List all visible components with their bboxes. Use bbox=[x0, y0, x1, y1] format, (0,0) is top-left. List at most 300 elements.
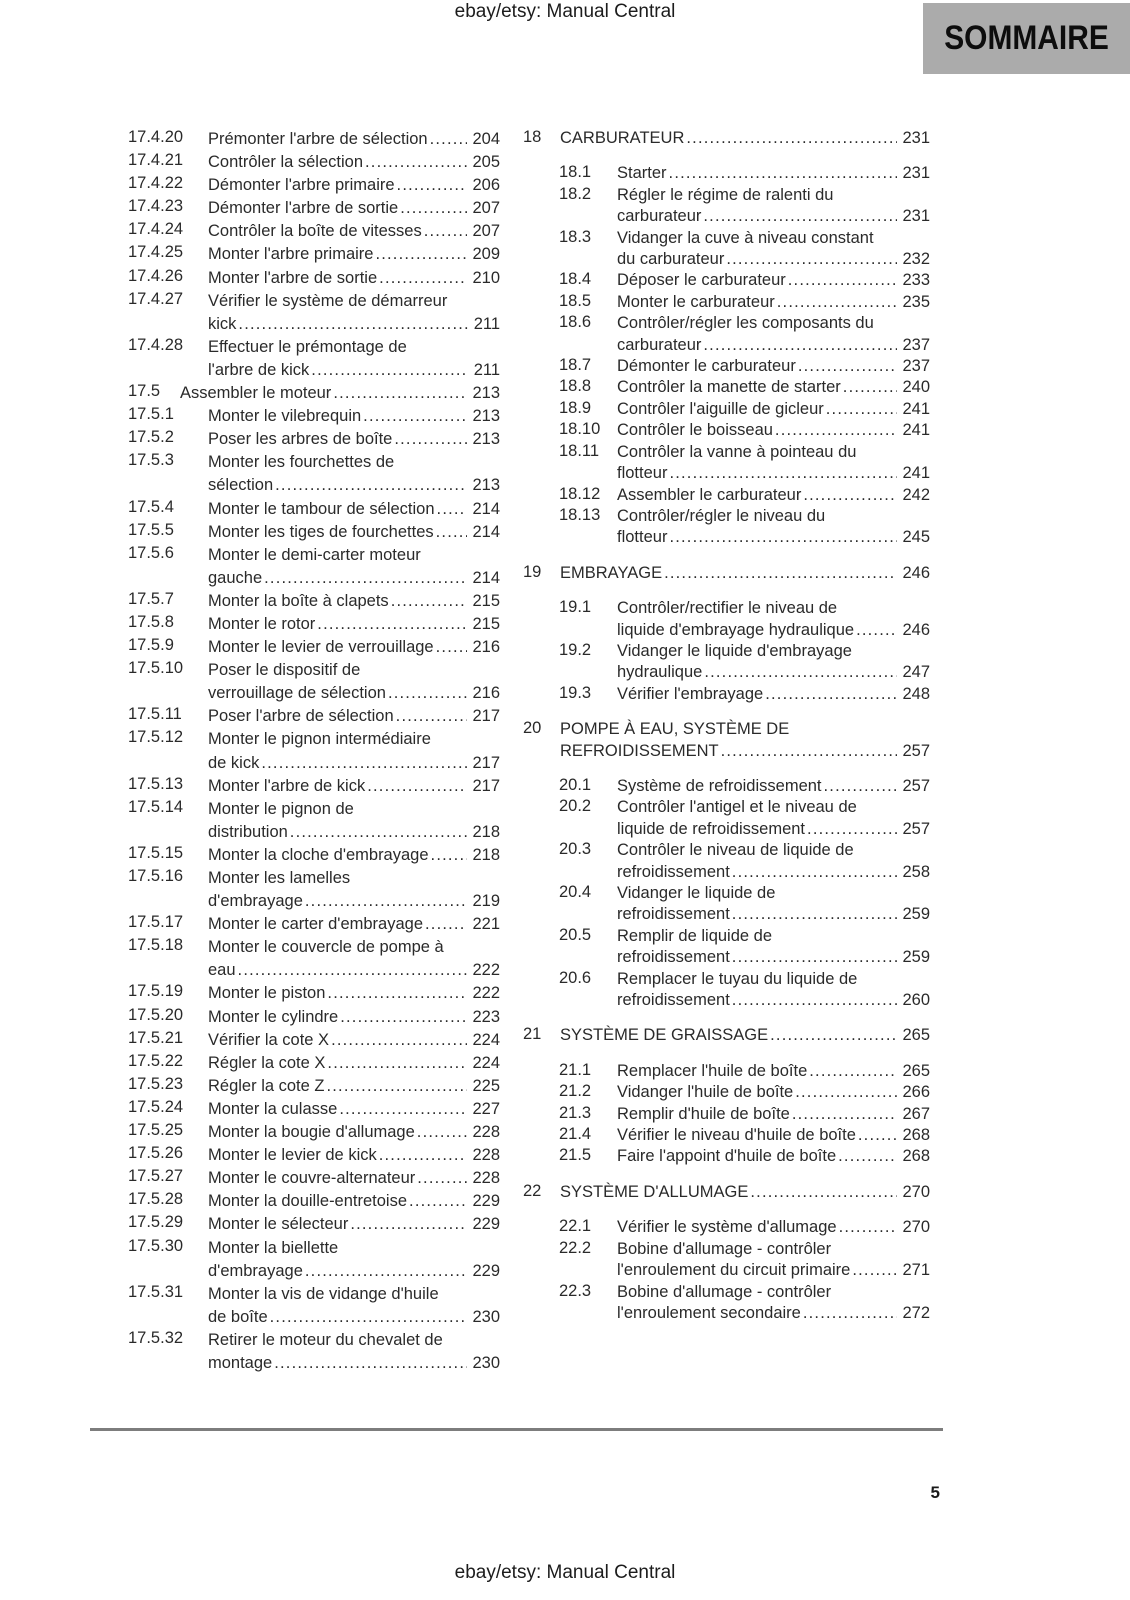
toc-page-number: 229 bbox=[472, 1192, 500, 1211]
toc-entry-number: 17.5.8 bbox=[128, 612, 174, 631]
toc-entry bbox=[128, 428, 500, 451]
toc-leader-dots bbox=[430, 128, 468, 151]
toc-entry-number: 17.5.28 bbox=[128, 1190, 184, 1209]
page-title: SOMMAIRE bbox=[944, 19, 1109, 57]
toc-page-number: 260 bbox=[902, 991, 930, 1010]
toc-leader-dots bbox=[824, 776, 898, 797]
toc-leader-dots bbox=[261, 752, 467, 775]
toc-page-number: 268 bbox=[902, 1126, 930, 1145]
toc-page-number: 229 bbox=[472, 1261, 500, 1280]
toc-entry-title: Monter les lamelles bbox=[208, 869, 351, 887]
toc-entry-number: 20.3 bbox=[559, 840, 592, 859]
toc-entry-number: 17.4.26 bbox=[128, 266, 184, 285]
toc-leader-dots bbox=[686, 128, 897, 149]
toc-entry-number: 17.5.30 bbox=[128, 1236, 184, 1255]
toc-entry bbox=[128, 405, 500, 428]
toc-leader-dots bbox=[331, 1029, 467, 1052]
toc-entry bbox=[128, 613, 500, 636]
toc-entry-title: Monter le levier de verrouillage bbox=[208, 638, 434, 657]
toc-page-number: 222 bbox=[472, 961, 500, 980]
toc-entry-title: Assembler le moteur bbox=[180, 384, 332, 403]
toc-entry-title: liquide de refroidissement bbox=[617, 819, 806, 838]
toc-entry-title: Monter l'arbre primaire bbox=[208, 245, 374, 264]
toc-entry-title: Monter la bougie d'allumage bbox=[208, 1123, 415, 1142]
toc-leader-dots bbox=[379, 1144, 468, 1167]
toc-entry bbox=[523, 128, 930, 149]
toc-entry-title: Déposer le carburateur bbox=[617, 271, 786, 290]
toc-entry-number: 17.4.22 bbox=[128, 174, 184, 193]
toc-leader-dots bbox=[327, 982, 467, 1005]
toc-entry bbox=[523, 776, 930, 797]
toc-leader-dots bbox=[669, 163, 898, 184]
toc-entry bbox=[523, 1061, 930, 1082]
toc-entry bbox=[523, 1104, 930, 1125]
toc-entry bbox=[128, 1121, 500, 1144]
toc-entry bbox=[523, 1146, 930, 1167]
toc-page-number: 257 bbox=[902, 776, 930, 795]
toc-entry bbox=[128, 451, 500, 497]
toc-entry-title: kick bbox=[208, 314, 237, 333]
toc-entry-title: Monter le pignon de bbox=[208, 799, 354, 818]
toc-entry bbox=[128, 913, 500, 936]
toc-entry bbox=[128, 1329, 500, 1375]
toc-entry-title: Monter le pignon intermédiaire bbox=[208, 730, 431, 749]
toc-entry-title: du carburateur bbox=[617, 250, 725, 269]
toc-entry-number: 18.4 bbox=[559, 270, 592, 289]
toc-entry-title: Remplacer le tuyau du liquide de bbox=[617, 969, 858, 988]
toc-entry bbox=[128, 336, 500, 382]
toc-entry-title: hydraulique bbox=[617, 663, 703, 682]
toc-page-number: 259 bbox=[902, 948, 930, 967]
toc-entry bbox=[523, 270, 930, 291]
toc-entry-title: sélection bbox=[208, 476, 274, 495]
toc-entry bbox=[128, 1190, 500, 1213]
toc-entry-title: Vidanger le liquide de bbox=[617, 884, 776, 902]
toc-entry bbox=[128, 498, 500, 521]
toc-leader-dots bbox=[750, 1182, 897, 1203]
toc-leader-dots bbox=[436, 636, 468, 659]
toc-leader-dots bbox=[339, 1098, 467, 1121]
toc-entry-title: Contrôler la sélection bbox=[208, 153, 363, 172]
toc-page-number: 247 bbox=[902, 663, 930, 682]
toc-page-number: 272 bbox=[902, 1303, 930, 1322]
toc-entry bbox=[128, 290, 500, 336]
toc-entry-title: eau bbox=[208, 961, 236, 980]
toc-entry-number: 21 bbox=[523, 1025, 542, 1044]
toc-entry-title: Monter la vis de vidange d'huile bbox=[208, 1284, 439, 1303]
toc-entry-number: 17.5.16 bbox=[128, 867, 184, 885]
toc-entry-title: Retirer le moteur du chevalet de bbox=[208, 1330, 443, 1349]
toc-page-number: 213 bbox=[472, 384, 500, 403]
toc-entry-title: Monter le levier de kick bbox=[208, 1146, 377, 1165]
toc-entry bbox=[523, 377, 930, 398]
toc-entry-number: 17.5.2 bbox=[128, 428, 174, 447]
toc-page-number: 265 bbox=[902, 1061, 930, 1080]
toc-entry-number: 22.3 bbox=[559, 1281, 592, 1300]
toc-entry-number: 17.4.25 bbox=[128, 243, 184, 262]
toc-entry-number: 22.1 bbox=[559, 1217, 592, 1236]
toc-entry-number: 17.5.6 bbox=[128, 543, 174, 562]
toc-leader-dots bbox=[838, 1146, 897, 1167]
toc-leader-dots bbox=[365, 151, 467, 174]
toc-entry-number: 17.5.10 bbox=[128, 659, 184, 678]
toc-entry bbox=[523, 719, 930, 762]
toc-leader-dots bbox=[703, 206, 897, 227]
toc-page-number: 225 bbox=[472, 1076, 500, 1095]
toc-page-number: 245 bbox=[902, 528, 930, 547]
toc-entry bbox=[128, 544, 500, 590]
toc-leader-dots bbox=[732, 947, 898, 968]
toc-entry-title: refroidissement bbox=[617, 905, 730, 924]
toc-entry-title: SYSTÈME DE GRAISSAGE bbox=[560, 1026, 769, 1045]
toc-leader-dots bbox=[792, 1104, 898, 1125]
toc-page-number: 228 bbox=[472, 1169, 500, 1188]
toc-entry-number: 19 bbox=[523, 562, 542, 581]
toc-leader-dots bbox=[400, 197, 467, 220]
toc-entry bbox=[523, 684, 930, 705]
toc-entry-title: Poser les arbres de boîte bbox=[208, 430, 393, 449]
toc-leader-dots bbox=[290, 821, 468, 844]
toc-leader-dots bbox=[350, 1213, 467, 1236]
toc-entry bbox=[523, 185, 930, 228]
toc-entry-title: Vidanger la cuve à niveau constant bbox=[617, 228, 874, 247]
toc-leader-dots bbox=[417, 1167, 467, 1190]
toc-entry-number: 20 bbox=[523, 719, 542, 738]
toc-entry bbox=[523, 1182, 930, 1203]
toc-entry-title: Contrôler l'antigel et le niveau de bbox=[617, 798, 857, 817]
toc-entry-title: Vérifier la cote X bbox=[208, 1030, 330, 1049]
toc-page-number: 207 bbox=[472, 222, 500, 241]
toc-entry-title: Monter le tambour de sélection bbox=[208, 499, 435, 518]
toc-leader-dots bbox=[795, 1082, 897, 1103]
toc-leader-dots bbox=[375, 243, 467, 266]
toc-entry bbox=[128, 521, 500, 544]
toc-entry-number: 22.2 bbox=[559, 1238, 592, 1257]
toc-entry bbox=[128, 705, 500, 728]
toc-entry-title: Monter le couvercle de pompe à bbox=[208, 938, 444, 957]
toc-leader-dots bbox=[264, 567, 467, 590]
toc-leader-dots bbox=[424, 220, 468, 243]
toc-entry-number: 21.3 bbox=[559, 1103, 592, 1122]
toc-entry-title: carburateur bbox=[617, 335, 702, 354]
toc-entry-title: REFROIDISSEMENT bbox=[560, 741, 719, 760]
toc-page-number: 257 bbox=[902, 741, 930, 760]
toc-entry-title: Bobine d'allumage - contrôler bbox=[617, 1282, 832, 1301]
toc-page-number: 230 bbox=[472, 1307, 500, 1326]
toc-entry-title: Régler le régime de ralenti du bbox=[617, 185, 834, 204]
toc-entry-number: 18.9 bbox=[559, 398, 592, 417]
toc-entry bbox=[128, 1213, 500, 1236]
toc-entry-number: 18.7 bbox=[559, 356, 592, 375]
toc-entry-number: 17.5.27 bbox=[128, 1167, 184, 1186]
toc-leader-dots bbox=[394, 428, 467, 451]
toc-leader-dots bbox=[311, 359, 468, 382]
toc-entry-title: Monter l'arbre de kick bbox=[208, 776, 366, 795]
toc-entry-title: Monter le cylindre bbox=[208, 1007, 339, 1026]
toc-entry bbox=[128, 659, 500, 705]
toc-entry-title: Monter le sélecteur bbox=[208, 1215, 349, 1234]
toc-page-number: 206 bbox=[472, 176, 500, 195]
toc-entry-number: 17.5.24 bbox=[128, 1097, 184, 1116]
toc-entry-number: 20.1 bbox=[559, 775, 592, 794]
toc-entry-title: liquide d'embrayage hydraulique bbox=[617, 620, 855, 639]
toc-entry bbox=[128, 844, 500, 867]
toc-entry-title: Monter le vilebrequin bbox=[208, 407, 362, 426]
toc-entry bbox=[523, 969, 930, 1012]
toc-entry-title: montage bbox=[208, 1353, 273, 1372]
toc-entry bbox=[523, 563, 930, 584]
toc-page-number: 268 bbox=[902, 1147, 930, 1166]
toc-entry-title: Monter les fourchettes de bbox=[208, 453, 395, 472]
toc-entry-number: 20.6 bbox=[559, 968, 592, 987]
toc-entry bbox=[128, 1237, 500, 1283]
toc-page-number: 235 bbox=[902, 292, 930, 311]
toc-entry-number: 17.5.14 bbox=[128, 797, 184, 816]
toc-entry bbox=[523, 598, 930, 641]
toc-entry bbox=[523, 356, 930, 377]
toc-leader-dots bbox=[726, 249, 897, 270]
toc-leader-dots bbox=[431, 844, 468, 867]
toc-leader-dots bbox=[732, 904, 898, 925]
toc-entry bbox=[523, 1217, 930, 1238]
toc-entry-number: 17.4.23 bbox=[128, 197, 184, 216]
toc-entry-number: 17.5.15 bbox=[128, 843, 184, 862]
toc-entry-number: 17.5.25 bbox=[128, 1121, 184, 1140]
toc-entry-title: Poser l'arbre de sélection bbox=[208, 707, 394, 726]
toc-entry-number: 18.6 bbox=[559, 313, 592, 332]
toc-page-number: 258 bbox=[902, 862, 930, 881]
toc-leader-dots bbox=[704, 662, 897, 683]
toc-entry bbox=[128, 775, 500, 798]
toc-entry-number: 18.12 bbox=[559, 484, 601, 503]
toc-entry-number: 17.5.13 bbox=[128, 774, 184, 793]
toc-leader-dots bbox=[803, 485, 897, 506]
toc-leader-dots bbox=[274, 1352, 467, 1375]
toc-entry-number: 19.1 bbox=[559, 598, 592, 617]
toc-entry-title: Poser le dispositif de bbox=[208, 661, 361, 680]
toc-leader-dots bbox=[417, 1121, 468, 1144]
toc-entry-number: 20.5 bbox=[559, 925, 592, 944]
toc-page-number: 215 bbox=[472, 591, 500, 610]
toc-entry-title: Contrôler la boîte de vitesses bbox=[208, 222, 422, 241]
toc-page-number: 240 bbox=[902, 378, 930, 397]
toc-entry-title: Contrôler le niveau de liquide de bbox=[617, 841, 854, 860]
toc-entry-title: de boîte bbox=[208, 1307, 268, 1326]
toc-leader-dots bbox=[396, 705, 468, 728]
toc-page-number: 205 bbox=[472, 153, 500, 172]
toc-page-number: 217 bbox=[472, 707, 500, 726]
toc-page-number: 207 bbox=[472, 199, 500, 218]
toc-entry-title: Régler la cote X bbox=[208, 1053, 326, 1072]
toc-entry-number: 18.2 bbox=[559, 184, 592, 203]
toc-entry-title: Bobine d'allumage - contrôler bbox=[617, 1239, 832, 1258]
toc-entry-title: flotteur bbox=[617, 528, 668, 547]
toc-page-number: 222 bbox=[472, 984, 500, 1003]
toc-entry bbox=[128, 728, 500, 774]
toc-entry-title: Démonter l'arbre de sortie bbox=[208, 199, 399, 218]
toc-page-number: 265 bbox=[902, 1026, 930, 1045]
toc-entry-title: Effectuer le prémontage de bbox=[208, 337, 407, 356]
toc-leader-dots bbox=[275, 474, 467, 497]
toc-leader-dots bbox=[391, 590, 468, 613]
toc-entry bbox=[128, 982, 500, 1005]
toc-leader-dots bbox=[809, 1061, 897, 1082]
toc-entry-number: 21.2 bbox=[559, 1082, 592, 1101]
toc-entry-number: 17.5.1 bbox=[128, 405, 174, 424]
toc-entry-number: 17.5.7 bbox=[128, 589, 174, 608]
toc-entry-title: Régler la cote Z bbox=[208, 1076, 325, 1095]
toc-entry-title: Monter la biellette bbox=[208, 1238, 339, 1257]
toc-entry bbox=[523, 163, 930, 184]
toc-entry-title: Prémonter l'arbre de sélection bbox=[208, 130, 428, 148]
toc-entry-title: Contrôler la manette de starter bbox=[617, 378, 841, 397]
toc-leader-dots bbox=[732, 862, 898, 883]
toc-entry-title: Vérifier le système d'allumage bbox=[617, 1218, 837, 1237]
toc-entry-title: Faire l'appoint d'huile de boîte bbox=[617, 1147, 837, 1166]
toc-entry-title: refroidissement bbox=[617, 991, 730, 1010]
toc-leader-dots bbox=[326, 1075, 467, 1098]
toc-leader-dots bbox=[388, 682, 468, 705]
toc-page-number: 271 bbox=[902, 1261, 930, 1280]
toc-page-number: 267 bbox=[902, 1104, 930, 1123]
toc-page-number: 218 bbox=[472, 845, 500, 864]
toc-page-number: 237 bbox=[902, 335, 930, 354]
toc-entry-title: Contrôler la vanne à pointeau du bbox=[617, 442, 857, 461]
toc-page-number: 241 bbox=[902, 399, 930, 418]
toc-entry-number: 17.5.29 bbox=[128, 1213, 184, 1232]
toc-leader-dots bbox=[327, 1052, 467, 1075]
toc-leader-dots bbox=[703, 335, 897, 356]
toc-leader-dots bbox=[379, 267, 467, 290]
toc-entry bbox=[128, 1075, 500, 1098]
toc-leader-dots bbox=[397, 174, 468, 197]
toc-entry-number: 17.4.28 bbox=[128, 335, 184, 354]
toc-entry bbox=[523, 442, 930, 485]
toc-entry-title: Remplir d'huile de boîte bbox=[617, 1104, 790, 1123]
toc-page-number: 270 bbox=[902, 1182, 930, 1201]
toc-entry-number: 17.5.18 bbox=[128, 936, 184, 955]
toc-entry-title: Monter la cloche d'embrayage bbox=[208, 845, 429, 864]
toc-entry-title: Monter la culasse bbox=[208, 1099, 338, 1118]
toc-entry-title: Monter le demi-carter moteur bbox=[208, 545, 421, 564]
toc-page-number: 259 bbox=[902, 905, 930, 924]
toc-page-number: 213 bbox=[472, 430, 500, 449]
toc-entry-number: 17.5.23 bbox=[128, 1074, 184, 1093]
toc-entry-number: 21.4 bbox=[559, 1125, 592, 1144]
toc-entry-title: Monter le piston bbox=[208, 984, 326, 1003]
toc-entry-title: Démonter l'arbre primaire bbox=[208, 176, 395, 195]
toc-leader-dots bbox=[852, 1260, 897, 1281]
toc-entry bbox=[128, 128, 500, 151]
toc-entry-title: Monter la douille-entretoise bbox=[208, 1192, 408, 1211]
toc-page-number: 233 bbox=[902, 271, 930, 290]
header-doc-title: ebay/etsy: Manual Central bbox=[454, 1, 676, 22]
toc-entry-title: Vidanger le liquide d'embrayage bbox=[617, 641, 852, 660]
toc-entry-title: gauche bbox=[208, 568, 263, 587]
toc-page-number: 215 bbox=[472, 614, 500, 633]
toc-page-number: 257 bbox=[902, 819, 930, 838]
toc-page-number: 211 bbox=[473, 360, 500, 379]
toc-entry-number: 19.3 bbox=[559, 683, 592, 702]
toc-entry-title: refroidissement bbox=[617, 948, 730, 967]
toc-entry bbox=[523, 1025, 930, 1046]
toc-entry bbox=[128, 1006, 500, 1029]
toc-entry-number: 18.5 bbox=[559, 291, 592, 310]
toc-leader-dots bbox=[777, 292, 898, 313]
toc-entry bbox=[523, 1239, 930, 1282]
toc-entry-number: 17.5.11 bbox=[128, 705, 182, 724]
toc-entry-title: de kick bbox=[208, 753, 260, 772]
toc-entry-number: 17.4.24 bbox=[128, 220, 184, 239]
toc-page-number: 216 bbox=[472, 684, 500, 703]
toc-entry-number: 17.5.4 bbox=[128, 497, 174, 516]
toc-leader-dots bbox=[826, 399, 898, 420]
toc-entry bbox=[523, 1282, 930, 1325]
toc-leader-dots bbox=[807, 819, 897, 840]
toc-entry-number: 18 bbox=[523, 128, 542, 146]
toc-leader-dots bbox=[765, 684, 897, 705]
toc-page-number: 266 bbox=[902, 1083, 930, 1102]
toc-entry-number: 17.5.9 bbox=[128, 636, 174, 655]
toc-entry-title: Démonter le carburateur bbox=[617, 357, 796, 376]
toc-left-column bbox=[128, 128, 500, 1375]
toc-entry-title: l'arbre de kick bbox=[208, 360, 310, 379]
toc-entry-number: 17.4.27 bbox=[128, 289, 184, 308]
toc-page-number: 221 bbox=[472, 915, 500, 934]
toc-entry-number: 20.2 bbox=[559, 797, 592, 816]
toc-entry bbox=[128, 1283, 500, 1329]
toc-entry-title: Monter les tiges de fourchettes bbox=[208, 522, 434, 541]
toc-page-number: 223 bbox=[472, 1007, 500, 1026]
toc-entry-number: 18.11 bbox=[559, 441, 600, 460]
toc-entry-number: 17.5.5 bbox=[128, 520, 174, 539]
toc-entry bbox=[523, 1125, 930, 1146]
toc-leader-dots bbox=[436, 521, 468, 544]
toc-page-number: 224 bbox=[472, 1030, 500, 1049]
toc-entry-number: 21.5 bbox=[559, 1146, 592, 1165]
toc-entry-title: POMPE À EAU, SYSTÈME DE bbox=[560, 720, 790, 739]
toc-entry bbox=[523, 228, 930, 271]
toc-entry bbox=[523, 420, 930, 441]
toc-entry-number: 17.4.20 bbox=[128, 128, 184, 146]
toc-entry-number: 17.5.26 bbox=[128, 1144, 184, 1163]
toc-entry-title: Monter le carter d'embrayage bbox=[208, 915, 423, 934]
toc-entry-title: Système de refroidissement bbox=[617, 776, 822, 795]
toc-page-number: 231 bbox=[902, 129, 930, 147]
toc-entry bbox=[128, 590, 500, 613]
toc-entry-title: Assembler le carburateur bbox=[617, 485, 802, 504]
toc-entry bbox=[128, 220, 500, 243]
toc-leader-dots bbox=[664, 563, 897, 584]
footer-doc-title: ebay/etsy: Manual Central bbox=[454, 1562, 676, 1583]
toc-entry bbox=[128, 197, 500, 220]
toc-page-number: 230 bbox=[472, 1353, 500, 1372]
toc-entry bbox=[523, 313, 930, 356]
toc-entry-title: Contrôler l'aiguille de gicleur bbox=[617, 399, 824, 418]
toc-entry bbox=[128, 1029, 500, 1052]
toc-leader-dots bbox=[317, 613, 467, 636]
toc-entry-title: carburateur bbox=[617, 207, 702, 226]
footer-divider bbox=[90, 1428, 943, 1431]
toc-entry-title: refroidissement bbox=[617, 862, 730, 881]
toc-leader-dots bbox=[409, 1190, 467, 1213]
toc-entry bbox=[523, 797, 930, 840]
toc-page-number: 229 bbox=[472, 1215, 500, 1234]
toc-leader-dots bbox=[732, 990, 898, 1011]
toc-entry-title: verrouillage de sélection bbox=[208, 684, 386, 703]
toc-entry-title: Contrôler le boisseau bbox=[617, 421, 773, 440]
toc-page-number: 224 bbox=[472, 1053, 500, 1072]
